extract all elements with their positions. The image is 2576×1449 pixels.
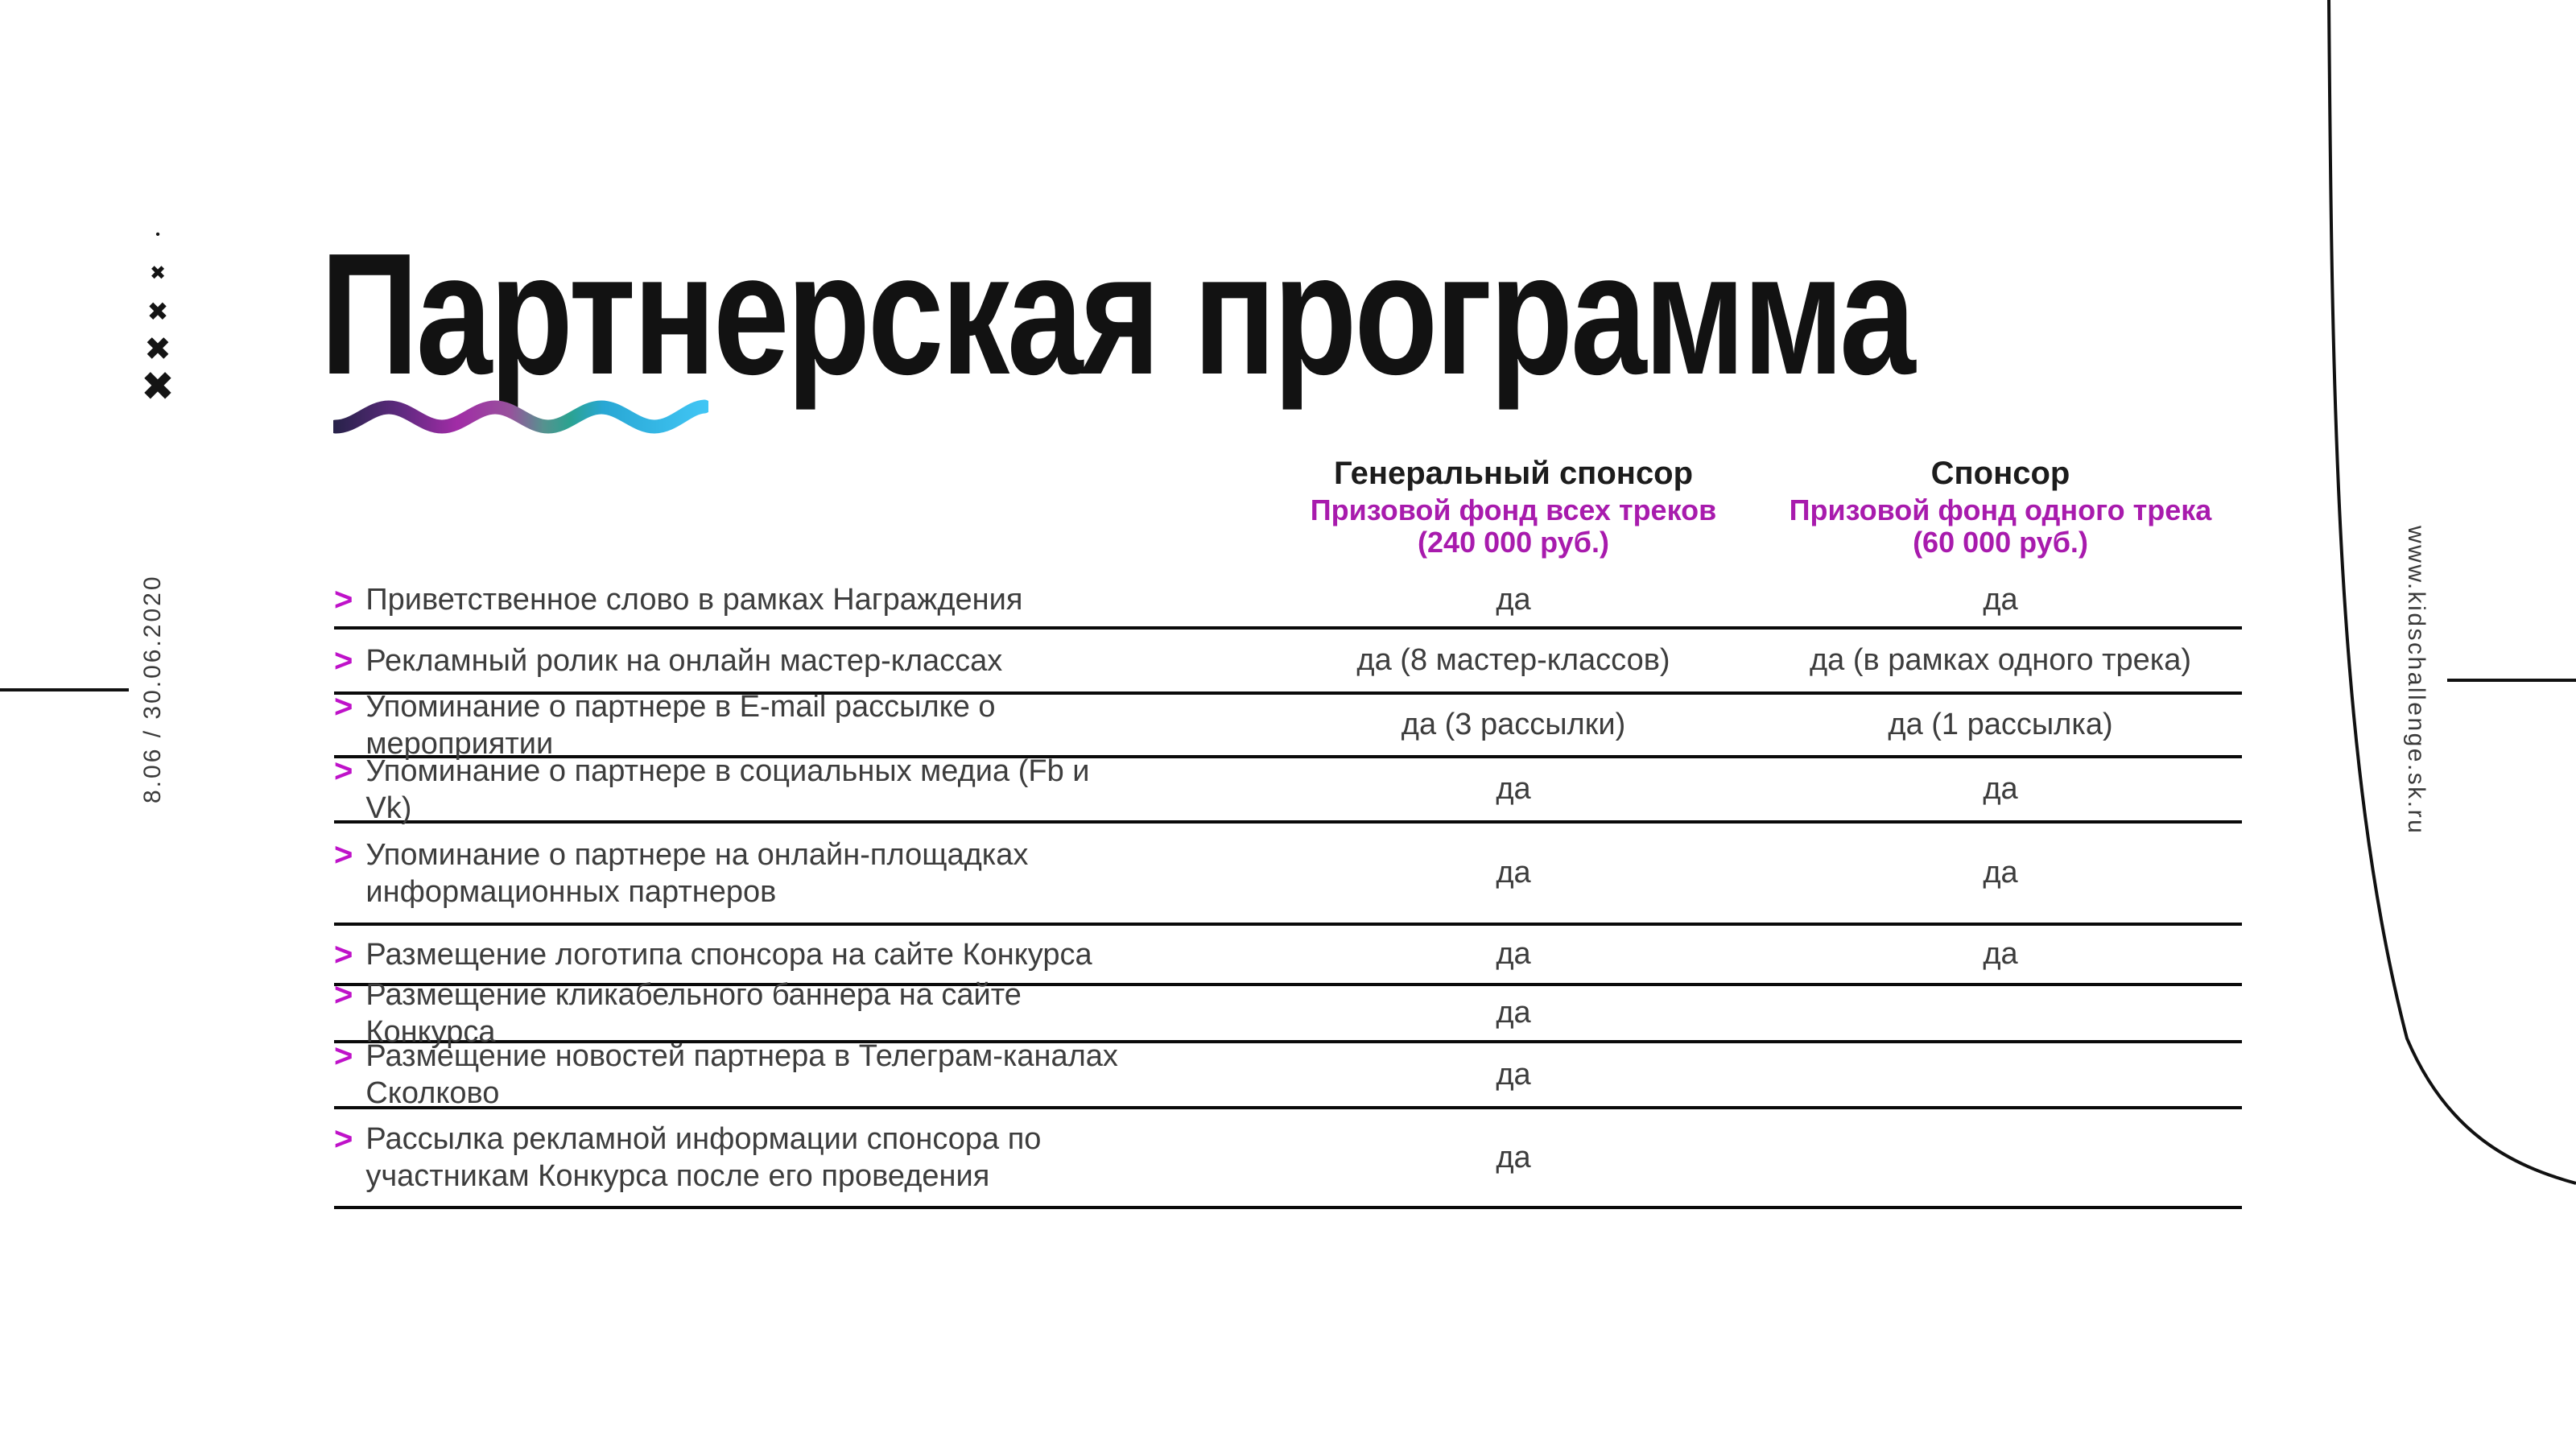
column-title: Спонсор [1930,456,2070,491]
chevron-right-icon: > [334,1038,353,1074]
table-row [334,573,2242,630]
benefits-table [334,573,2242,1209]
sponsor-value: да [1983,856,2018,890]
left-rule-line [0,688,129,691]
decor-x-icon: ✖ [144,332,171,367]
corner-curve-line [2310,0,2576,1208]
column-subtitle: Призовой фонд одного трека [1789,493,2212,526]
row-label: Рассылка рекламной информации спонсора по участникам Конкурса после его проведения [365,1122,1042,1193]
general-sponsor-value: да [1496,772,1531,806]
table-row [334,976,2242,1049]
table-row [334,1109,2242,1209]
row-label: Упоминание о партнере в социальных медиа (Fb и Vk) [365,753,1090,825]
date-range-vertical: 8.06 / 30.06.2020 [139,574,166,804]
row-label-cell [334,836,1268,910]
column-prize: (240 000 руб.) [1418,526,1609,559]
general-sponsor-value: да [1496,996,1531,1030]
row-label: Размещение новостей партнера в Телеграм-каналах Сколково [365,1039,1118,1110]
row-label: Рекламный ролик на онлайн мастер-классах [365,643,1003,678]
decor-x-icon: ✖ [141,364,175,409]
general-sponsor-value: да [1496,1140,1531,1174]
row-label-cell [334,642,1268,679]
column-subtitle: Призовой фонд всех треков [1310,493,1717,526]
general-sponsor-value: да [1496,1057,1531,1092]
chevron-right-icon: > [334,1121,353,1157]
row-label-cell [334,1038,1268,1112]
chevron-right-icon: > [334,936,353,972]
table-row [334,753,2242,825]
decor-x-icon: ✖ [149,262,167,284]
page-title: Партнерская программа [320,217,1913,411]
chevron-right-icon: > [334,688,353,724]
row-label: Упоминание о партнере на онлайн-площадках информационных партнеров [365,837,1029,909]
row-label-cell [334,1121,1268,1195]
row-label-cell [334,581,1268,618]
chevron-right-icon: > [334,642,353,679]
sponsor-value: да (1 рассылка) [1888,708,2113,741]
row-label-cell [334,688,1268,762]
general-sponsor-value: да (3 рассылки) [1401,708,1626,741]
table-row [334,688,2242,761]
row-label: Размещение кликабельного баннера на сайте Конкурса [365,977,1022,1049]
chevron-right-icon: > [334,836,353,873]
general-sponsor-value: да [1496,856,1531,890]
column-title: Генеральный спонсор [1333,456,1694,491]
chevron-right-icon: > [334,582,353,617]
row-label: Упоминание о партнере в E-mail рассылке о мероприятии [365,689,996,761]
general-sponsor-value: да (8 мастер-классов) [1356,643,1670,677]
chevron-right-icon: > [334,976,353,1013]
column-prize: (60 000 руб.) [1913,526,2088,559]
wave-underline-icon [333,398,708,438]
table-row [334,824,2242,926]
general-sponsor-value: да [1496,582,1531,617]
row-label-cell [334,753,1268,827]
general-sponsor-value: да [1496,937,1531,971]
table-row [334,630,2242,695]
column-header-general-sponsor [1268,456,1759,559]
decor-x-icon: ✖ [147,297,169,326]
column-header-sponsor [1759,456,2242,559]
table-row [334,1038,2242,1110]
website-url-vertical: www.kidschallenge.sk.ru [2403,525,2429,836]
row-label: Размещение логотипа спонсора на сайте Конкурса [365,937,1092,972]
sponsor-value: да [1983,582,2018,617]
row-label-cell [334,936,1268,973]
row-label: Приветственное слово в рамках Награждения [365,583,1023,617]
chevron-right-icon: > [334,753,353,789]
sponsor-value: да (в рамках одного трека) [1809,643,2192,677]
sponsor-value: да [1983,937,2018,971]
decor-dot-icon: • [155,228,160,242]
sponsor-value: да [1983,772,2018,806]
